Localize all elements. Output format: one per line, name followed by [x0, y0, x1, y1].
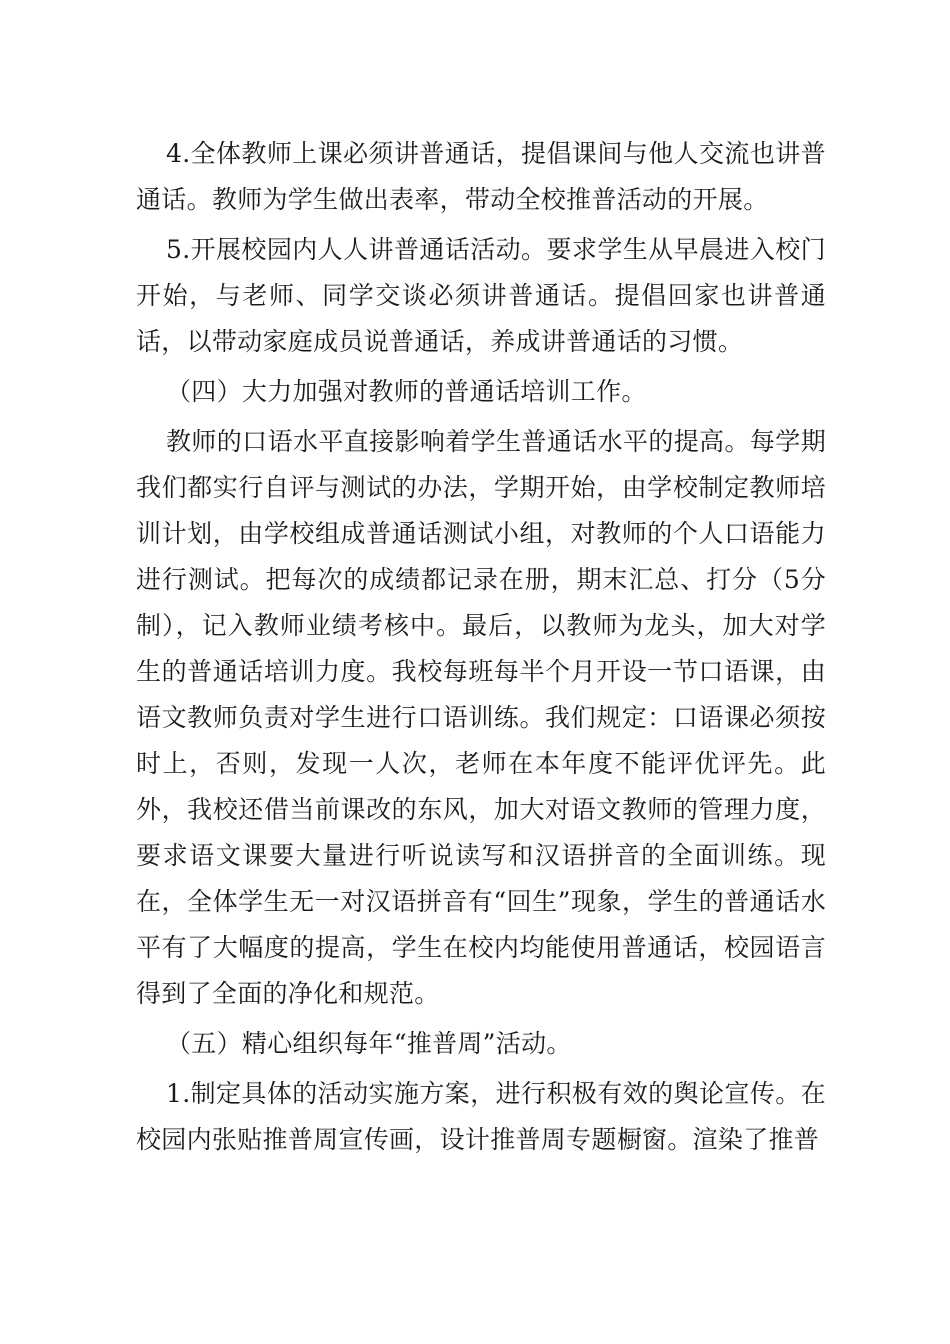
section-heading-4: （四）大力加强对教师的普通话培训工作。: [166, 377, 647, 406]
paragraph-item-5: 5.开展校园内人人讲普通话活动。要求学生从早晨进入校门开始，与老师、同学交谈必须讲普通话。提倡回家也讲普通话，以带动家庭成员说普通话，养成讲普通话的习惯。: [136, 235, 826, 356]
paragraph-item-1: 1.制定具体的活动实施方案，进行积极有效的舆论宣传。在校园内张贴推普周宣传画，设计推普周专题橱窗。渲染了推普: [136, 1079, 826, 1154]
paragraph-teacher-training: 教师的口语水平直接影响着学生普通话水平的提高。每学期我们都实行自评与测试的办法，学期开始，由学校制定教师培训计划，由学校组成普通话测试小组，对教师的个人口语能力进行测试。把每次的成绩都记录在册，期末汇总、打分（5分制），记入教师业绩考核中。最后，以教师为龙头，加大对学生的普通话培训力度。我校每班每半个月开设一节口语课，由语文教师负责对学生进行口语训练。我们规定：口语课必须按时上，否则，发现一人次，老师在本年度不能评优评先。此外，我校还借当前课改的东风，加大对语文教师的管理力度，要求语文课要大量进行听说读写和汉语拼音的全面训练。现在，全体学生无一对汉语拼音有“回生”现象，学生的普通话水平有了大幅度的提高，学生在校内均能使用普通话，校园语言得到了全面的净化和规范。: [136, 427, 826, 1008]
section-heading-5: （五）精心组织每年“推普周”活动。: [166, 1029, 572, 1058]
paragraph-item-4: 4.全体教师上课必须讲普通话，提倡课间与他人交流也讲普通话。教师为学生做出表率，带动全校推普活动的开展。: [136, 139, 826, 214]
document-page: [136, 131, 826, 1167]
